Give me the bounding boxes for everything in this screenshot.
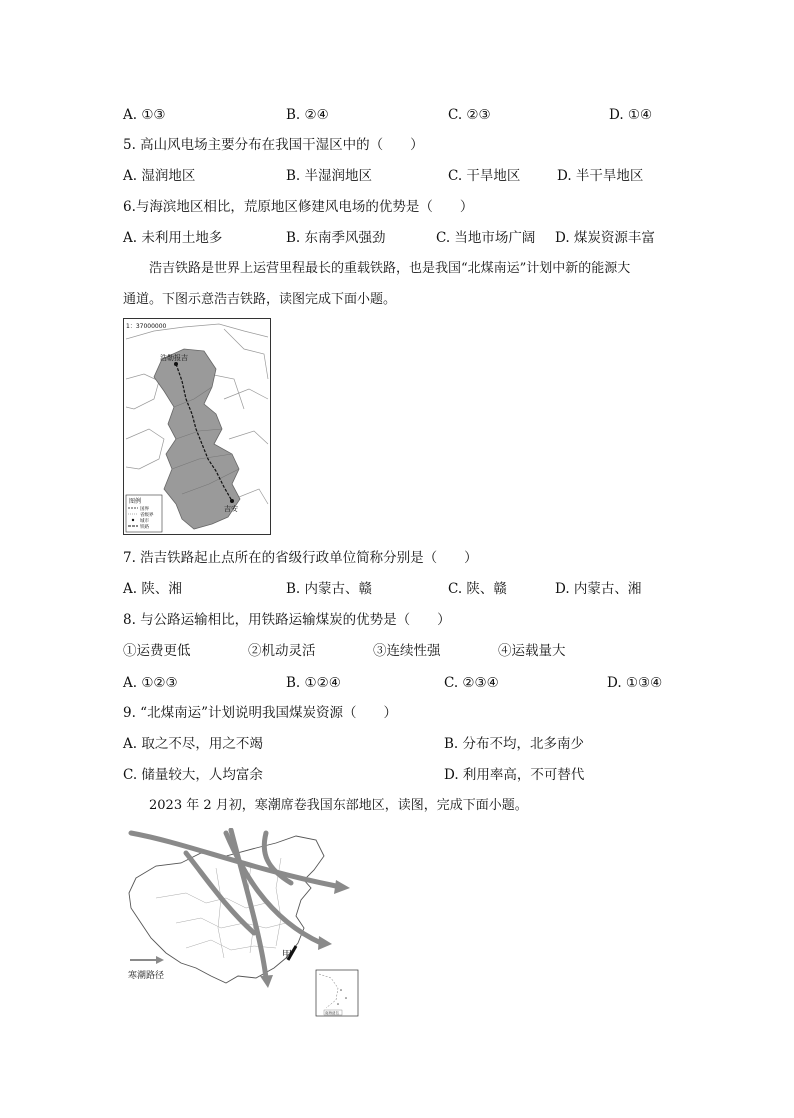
q7-stem: 7. 浩吉铁路起止点所在的省级行政单位简称分别是（ ） <box>123 550 478 566</box>
haoji-railway-map-svg <box>124 319 270 534</box>
q9-option-b[interactable]: B. 分布不均，北多南少 <box>444 736 585 752</box>
q6-option-a[interactable]: A. 未利用土地多 <box>123 230 223 246</box>
q8-option-d[interactable]: D. ①③④ <box>607 675 663 691</box>
q6-option-c[interactable]: C. 当地市场广阔 <box>436 230 536 246</box>
q5-option-b[interactable]: B. 半湿润地区 <box>286 168 373 184</box>
q8-option-a[interactable]: A. ①②③ <box>123 675 178 691</box>
q4-option-b[interactable]: B. ②④ <box>286 107 329 123</box>
q8-stem: 8. 与公路运输相比，用铁路运输煤炭的优势是（ ） <box>123 612 451 628</box>
passage2: 2023 年 2 月初，寒潮席卷我国东部地区，读图，完成下面小题。 <box>149 798 528 813</box>
start-city-label: 浩勒报吉 <box>160 354 188 362</box>
legend-item-province: 省级界 <box>140 513 154 518</box>
q8-option-b[interactable]: B. ①②④ <box>286 675 341 691</box>
passage1-line1: 浩吉铁路是世界上运营里程最长的重载铁路，也是我国“北煤南运”计划中新的能源大 <box>149 261 631 276</box>
q6-option-d[interactable]: D. 煤炭资源丰富 <box>555 230 655 246</box>
q6-option-b[interactable]: B. 东南季风强劲 <box>286 230 386 246</box>
q8-item-3: ③连续性强 <box>373 643 441 659</box>
map1-scale: 1：37000000 <box>126 323 167 330</box>
q9-option-a[interactable]: A. 取之不尽，用之不竭 <box>123 736 263 752</box>
end-city-marker <box>230 499 234 503</box>
q4-option-c[interactable]: C. ②③ <box>448 107 491 123</box>
q9-stem: 9. “北煤南运”计划说明我国煤炭资源（ ） <box>123 705 397 721</box>
inset-label: 南海诸岛 <box>325 1011 339 1015</box>
place-label-jia: 甲 <box>282 950 292 961</box>
q6-stem: 6.与海滨地区相比，荒原地区修建风电场的优势是（ ） <box>123 199 474 215</box>
start-city-marker <box>174 362 178 366</box>
q8-item-4: ④运载量大 <box>498 643 566 659</box>
q7-option-c[interactable]: C. 陕、赣 <box>448 581 507 597</box>
q9-option-d[interactable]: D. 利用率高，不可替代 <box>444 767 585 783</box>
q5-stem: 5. 高山风电场主要分布在我国干湿区中的（ ） <box>123 137 424 153</box>
route-provinces-shading <box>154 349 240 529</box>
legend-title: 图例 <box>129 498 142 505</box>
end-city-label: 吉安 <box>224 505 238 513</box>
passage1-line2: 通道。下图示意浩吉铁路，读图完成下面小题。 <box>123 292 397 307</box>
q5-option-d[interactable]: D. 半干旱地区 <box>557 168 644 184</box>
q4-option-d[interactable]: D. ①④ <box>609 107 653 123</box>
q5-option-a[interactable]: A. 湿润地区 <box>123 168 196 184</box>
cold-wave-map <box>126 828 366 1018</box>
cold-wave-legend-label: 寒潮路径 <box>128 971 165 981</box>
q8-option-c[interactable]: C. ②③④ <box>444 675 499 691</box>
legend-item-border: 国界 <box>140 507 149 512</box>
q8-item-2: ②机动灵活 <box>248 643 316 659</box>
legend-item-city: 城市 <box>140 519 149 524</box>
q4-option-a[interactable]: A. ①③ <box>123 107 166 123</box>
q7-option-a[interactable]: A. 陕、湘 <box>123 581 182 597</box>
q9-option-c[interactable]: C. 储量较大，人均富余 <box>123 767 263 783</box>
legend-item-railway: 铁路 <box>140 525 149 530</box>
q5-option-c[interactable]: C. 干旱地区 <box>448 168 521 184</box>
q7-option-b[interactable]: B. 内蒙古、赣 <box>286 581 373 597</box>
haoji-railway-map <box>123 318 271 535</box>
q7-option-d[interactable]: D. 内蒙古、湘 <box>555 581 642 597</box>
q8-item-1: ①运费更低 <box>123 643 191 659</box>
cold-wave-map-svg <box>126 828 366 1018</box>
